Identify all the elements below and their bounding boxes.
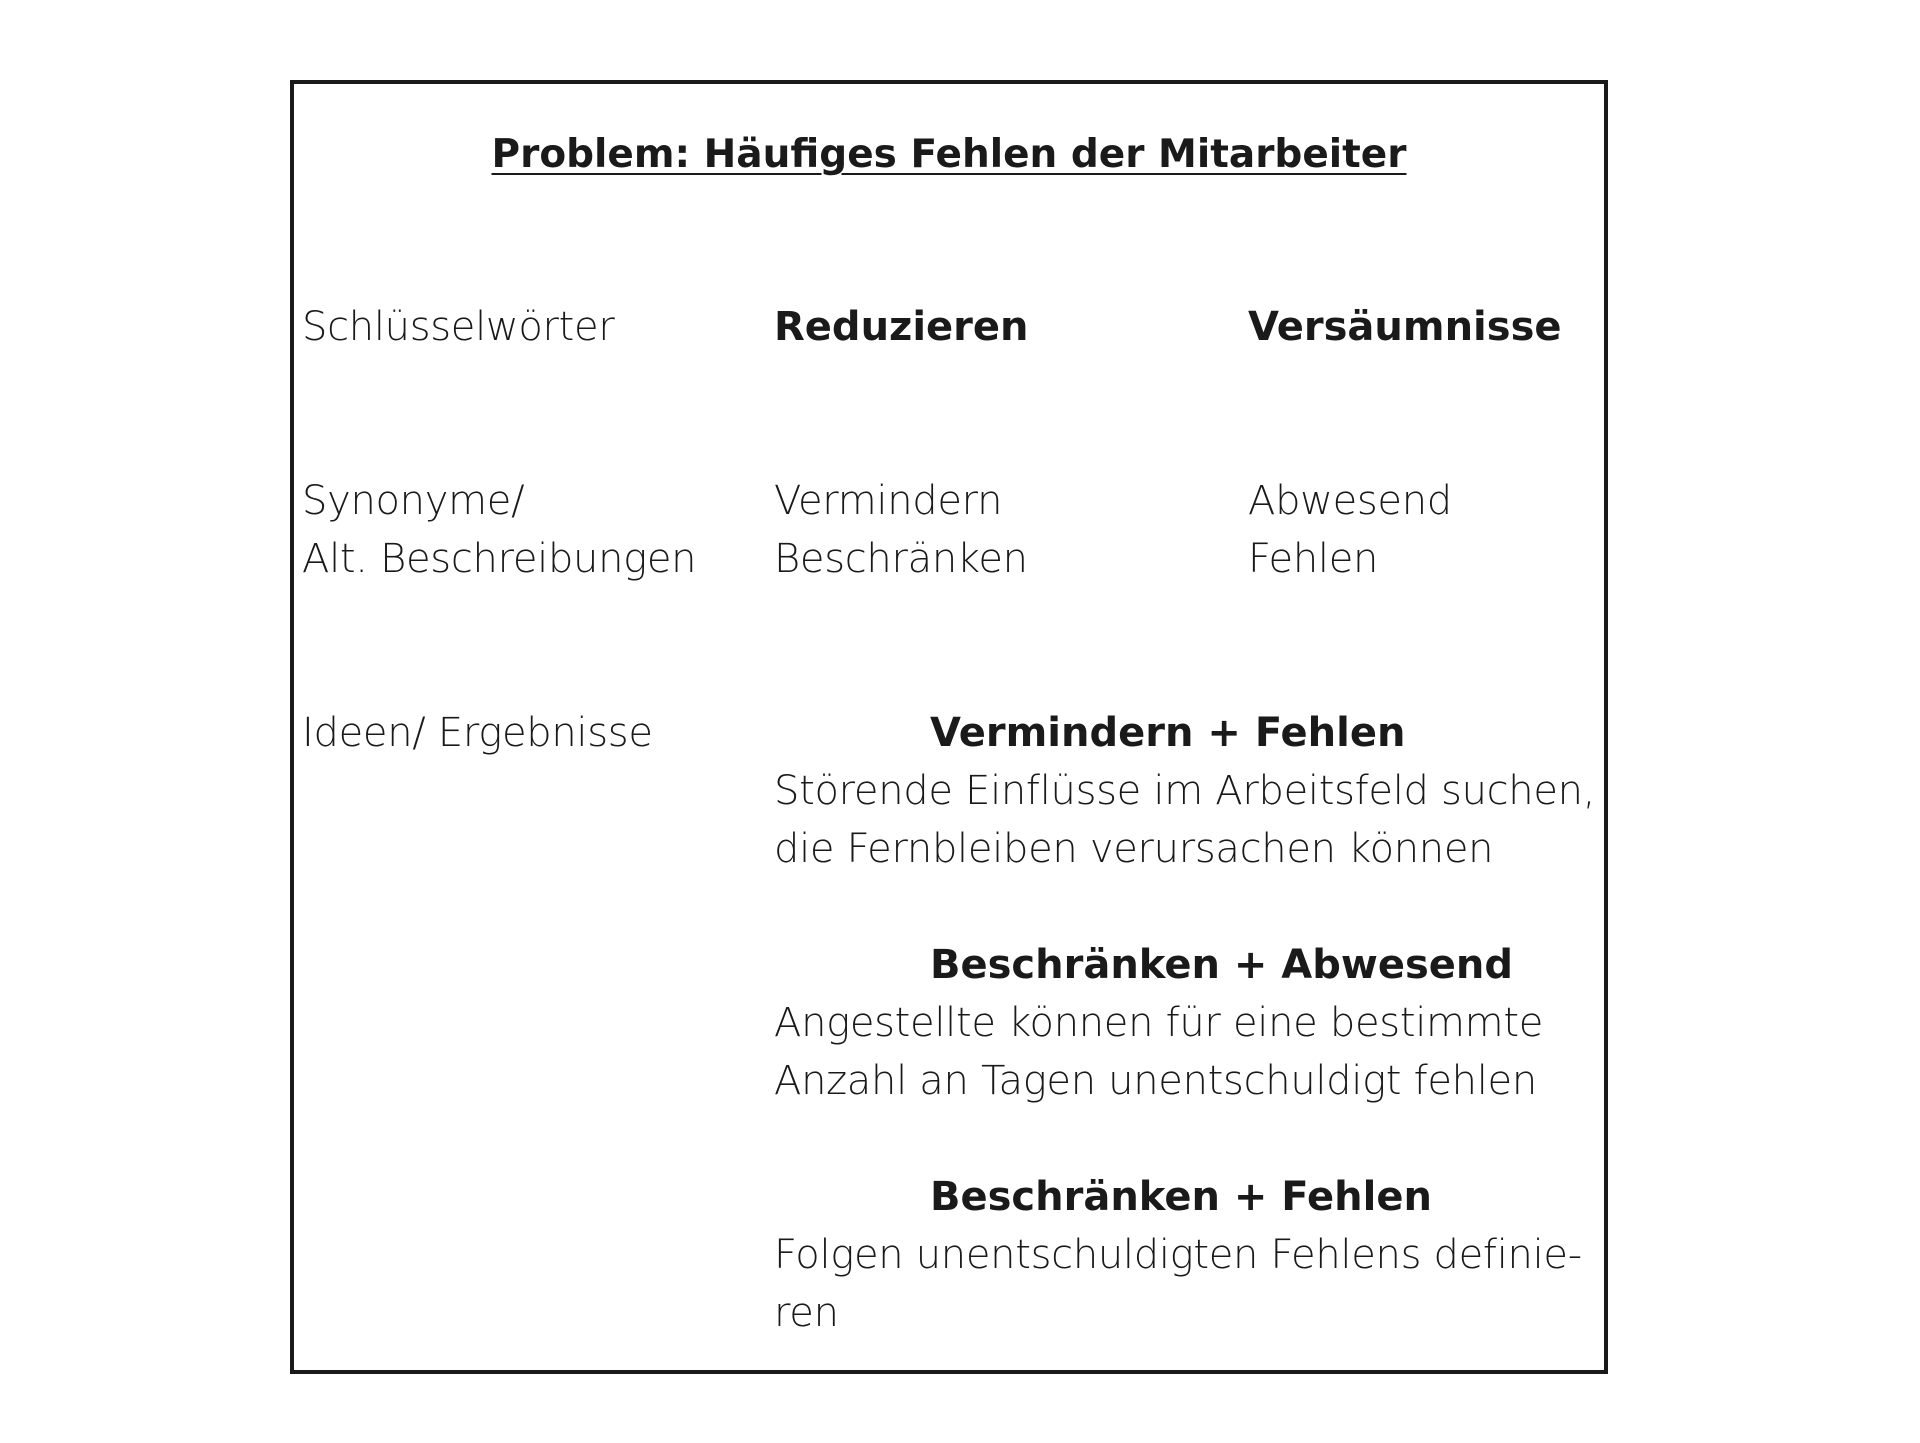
idea-text — [774, 994, 1543, 1110]
synonym-beschraenken: Beschränken — [774, 536, 1028, 582]
idea-heading: Beschränken + Abwesend — [930, 942, 1514, 988]
idea-text-line1: Angestellte können für eine bestimmte — [774, 1000, 1544, 1046]
keywords-label: Schlüsselwörter — [302, 304, 615, 350]
synonym-vermindern: Vermindern — [774, 478, 1003, 524]
idea-text-line1: Folgen unentschuldigten Fehlens definie- — [774, 1232, 1582, 1278]
synonym-abwesend: Abwesend — [1248, 478, 1452, 524]
synonym-fehlen: Fehlen — [1248, 536, 1379, 582]
synonyms-label-line1: Synonyme/ — [302, 478, 525, 524]
idea-text-line1: Störende Einflüsse im Arbeitsfeld suchen, — [774, 768, 1596, 814]
idea-heading: Beschränken + Fehlen — [930, 1174, 1432, 1220]
keyword-reduce: Reduzieren — [774, 304, 1029, 350]
idea-text — [774, 762, 1595, 878]
idea-text-line2: ren — [774, 1290, 839, 1336]
synonyms-label — [302, 472, 696, 588]
idea-text-line2: Anzahl an Tagen unentschuldigt fehlen — [774, 1058, 1537, 1104]
keyword-absences: Versäumnisse — [1248, 304, 1562, 350]
synonyms-label-line2: Alt. Beschreibungen — [302, 536, 697, 582]
ideas-label: Ideen/ Ergebnisse — [302, 710, 653, 756]
idea-text — [774, 1226, 1582, 1342]
synonyms-reduce — [774, 472, 1028, 588]
synonyms-absences — [1248, 472, 1452, 588]
document-frame — [290, 80, 1608, 1374]
idea-heading: Vermindern + Fehlen — [930, 710, 1406, 756]
page-title: Problem: Häufiges Fehlen der Mitarbeiter — [491, 132, 1407, 177]
idea-text-line2: die Fernbleiben verursachen können — [774, 826, 1494, 872]
